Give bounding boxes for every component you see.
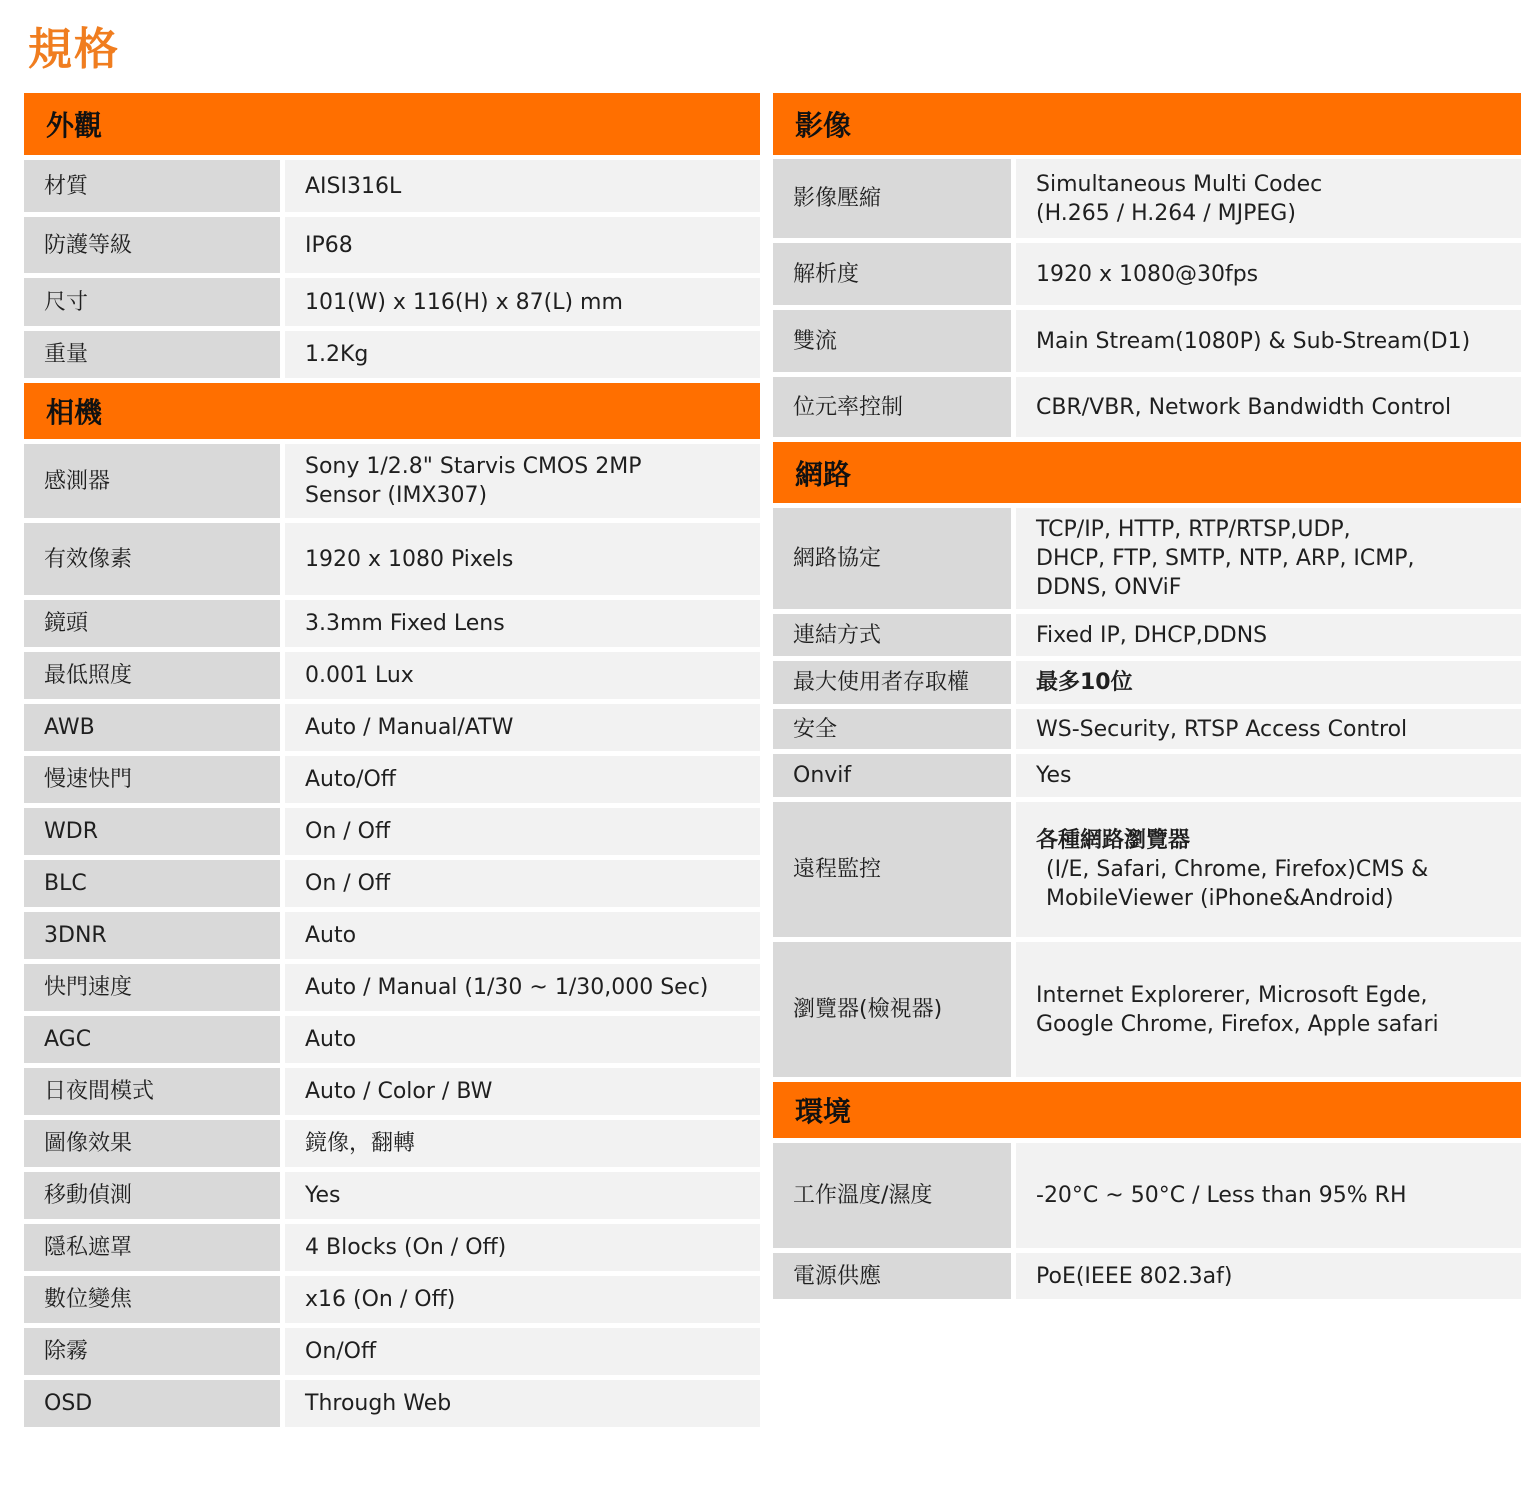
spec-value [1016, 802, 1521, 937]
table-row [773, 709, 1521, 749]
spec-value: 1920 x 1080@30fps [1016, 243, 1521, 305]
spec-label: WDR [24, 808, 280, 855]
left-column [24, 93, 760, 1427]
section-camera [24, 444, 760, 1427]
spec-label: 遠程監控 [773, 802, 1011, 937]
spec-label: 數位變焦 [24, 1276, 280, 1323]
table-row [773, 754, 1521, 797]
spec-label: 最低照度 [24, 652, 280, 699]
spec-label: 位元率控制 [773, 377, 1011, 437]
table-row [24, 1172, 760, 1219]
spec-value: Main Stream(1080P) & Sub-Stream(D1) [1016, 310, 1521, 372]
spec-label: 日夜間模式 [24, 1068, 280, 1115]
spec-label: 材質 [24, 160, 280, 212]
table-row [24, 860, 760, 907]
spec-label: 安全 [773, 709, 1011, 749]
spec-value: -20°C ~ 50°C / Less than 95% RH [1016, 1143, 1521, 1248]
spec-label: 有效像素 [24, 523, 280, 595]
section-header-environment: 環境 [773, 1082, 1521, 1138]
spec-label: 重量 [24, 331, 280, 378]
table-row [773, 1253, 1521, 1299]
spec-value: CBR/VBR, Network Bandwidth Control [1016, 377, 1521, 437]
spec-label: 雙流 [773, 310, 1011, 372]
spec-value: 鏡像，翻轉 [285, 1120, 760, 1167]
spec-label: 尺寸 [24, 278, 280, 326]
section-environment [773, 1143, 1521, 1299]
spec-label: 最大使用者存取權 [773, 661, 1011, 704]
table-row [773, 1143, 1521, 1248]
spec-value: Yes [1016, 754, 1521, 797]
right-column [773, 93, 1521, 1299]
spec-label: 鏡頭 [24, 600, 280, 647]
spec-value: PoE(IEEE 802.3af) [1016, 1253, 1521, 1299]
spec-label: AWB [24, 704, 280, 751]
spec-value: AISI316L [285, 160, 760, 212]
spec-label: 瀏覽器(檢視器) [773, 942, 1011, 1077]
table-row [24, 1068, 760, 1115]
section-appearance [24, 160, 760, 378]
spec-value: Internet Explorerer, Microsoft Egde, Google Chrome, Firefox, Apple safari [1016, 942, 1521, 1077]
spec-value: Sony 1/2.8" Starvis CMOS 2MP Sensor (IMX307) [285, 444, 760, 518]
spec-value: 1920 x 1080 Pixels [285, 523, 760, 595]
table-row [24, 217, 760, 273]
spec-label: 圖像效果 [24, 1120, 280, 1167]
section-video [773, 159, 1521, 437]
table-row [24, 808, 760, 855]
table-row [24, 1328, 760, 1375]
table-row [24, 964, 760, 1011]
spec-label: 感測器 [24, 444, 280, 518]
spec-label: Onvif [773, 754, 1011, 797]
table-row [24, 912, 760, 959]
section-header-appearance: 外觀 [24, 93, 760, 155]
spec-value: 4 Blocks (On / Off) [285, 1224, 760, 1271]
browser-heading: 各種網路瀏覽器 [1036, 828, 1191, 853]
table-row [24, 1120, 760, 1167]
table-row [24, 331, 760, 378]
table-row [24, 1224, 760, 1271]
spec-label: BLC [24, 860, 280, 907]
spec-label: 防護等級 [24, 217, 280, 273]
table-row [24, 756, 760, 803]
spec-value: Through Web [285, 1380, 760, 1427]
spec-label: AGC [24, 1016, 280, 1063]
spec-value: Simultaneous Multi Codec (H.265 / H.264 / MJPEG) [1016, 159, 1521, 238]
table-row [24, 1016, 760, 1063]
browser-detail: (I/E, Safari, Chrome, Firefox)CMS & MobileViewer (iPhone&Android) [1046, 857, 1429, 911]
table-row [773, 661, 1521, 704]
table-row [773, 802, 1521, 937]
spec-value: WS-Security, RTSP Access Control [1016, 709, 1521, 749]
table-row [24, 523, 760, 595]
spec-value: 最多10位 [1016, 661, 1521, 704]
spec-label: 解析度 [773, 243, 1011, 305]
table-row [24, 444, 760, 518]
spec-value: x16 (On / Off) [285, 1276, 760, 1323]
spec-value: On / Off [285, 808, 760, 855]
table-row [24, 600, 760, 647]
table-row [24, 1276, 760, 1323]
spec-label: 移動偵測 [24, 1172, 280, 1219]
spec-label: 3DNR [24, 912, 280, 959]
spec-label: OSD [24, 1380, 280, 1427]
spec-label: 連結方式 [773, 614, 1011, 656]
spec-label: 影像壓縮 [773, 159, 1011, 238]
spec-value: 3.3mm Fixed Lens [285, 600, 760, 647]
spec-value: 1.2Kg [285, 331, 760, 378]
table-row [24, 1380, 760, 1427]
spec-value: IP68 [285, 217, 760, 273]
spec-value: Auto / Manual (1/30 ~ 1/30,000 Sec) [285, 964, 760, 1011]
table-row [773, 377, 1521, 437]
page-title: 規格 [28, 24, 120, 75]
section-header-network: 網路 [773, 442, 1521, 503]
spec-value: Auto / Color / BW [285, 1068, 760, 1115]
spec-value: Fixed IP, DHCP,DDNS [1016, 614, 1521, 656]
section-header-camera: 相機 [24, 383, 760, 439]
table-row [24, 278, 760, 326]
table-row [24, 704, 760, 751]
spec-value: Auto [285, 912, 760, 959]
table-row [773, 159, 1521, 238]
spec-value: 101(W) x 116(H) x 87(L) mm [285, 278, 760, 326]
spec-label: 快門速度 [24, 964, 280, 1011]
table-row [24, 652, 760, 699]
spec-label: 除霧 [24, 1328, 280, 1375]
spec-value: Auto [285, 1016, 760, 1063]
table-row [773, 614, 1521, 656]
spec-value: On / Off [285, 860, 760, 907]
section-network [773, 508, 1521, 1077]
spec-label: 工作溫度/濕度 [773, 1143, 1011, 1248]
spec-value: On/Off [285, 1328, 760, 1375]
spec-value: Yes [285, 1172, 760, 1219]
spec-label: 電源供應 [773, 1253, 1011, 1299]
table-row [24, 160, 760, 212]
spec-value: 0.001 Lux [285, 652, 760, 699]
table-row [773, 942, 1521, 1077]
table-row [773, 243, 1521, 305]
table-row [773, 310, 1521, 372]
spec-value: Auto/Off [285, 756, 760, 803]
spec-label: 網路協定 [773, 508, 1011, 609]
table-row [773, 508, 1521, 609]
spec-label: 慢速快門 [24, 756, 280, 803]
section-header-video: 影像 [773, 93, 1521, 155]
spec-value: Auto / Manual/ATW [285, 704, 760, 751]
spec-label: 隱私遮罩 [24, 1224, 280, 1271]
spec-value: TCP/IP, HTTP, RTP/RTSP,UDP, DHCP, FTP, SMTP, NTP, ARP, ICMP, DDNS, ONViF [1016, 508, 1521, 609]
